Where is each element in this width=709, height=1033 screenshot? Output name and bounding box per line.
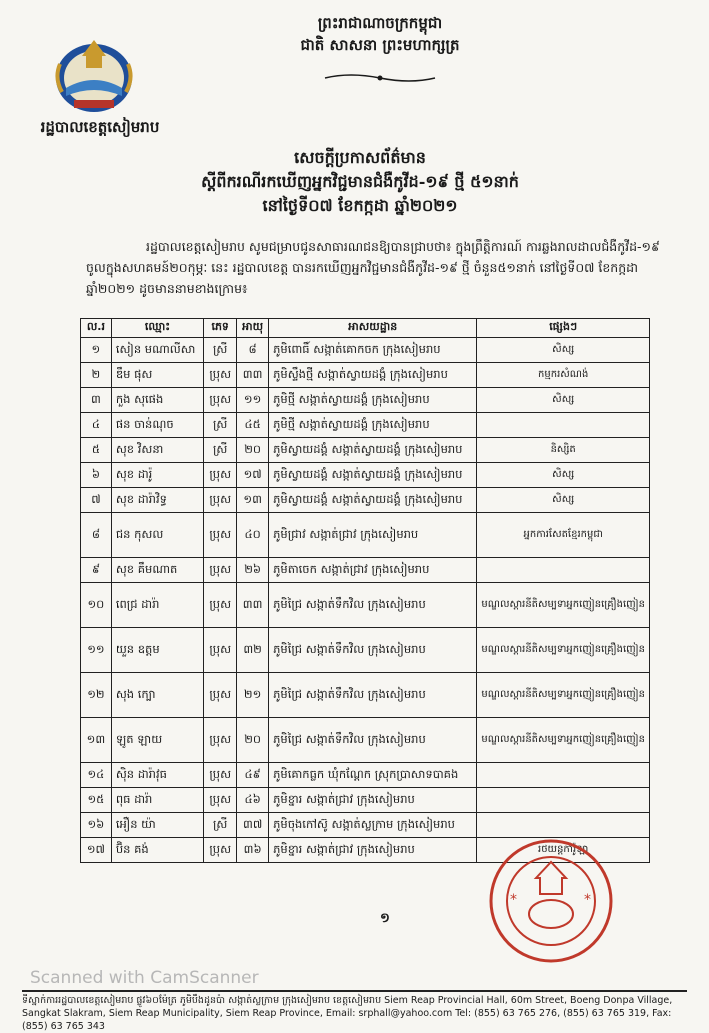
row-sex: ប្រុស [204,718,237,763]
row-age: ២១ [237,673,269,718]
row-sex: ស្រី [204,813,237,838]
row-age: ២០ [237,718,269,763]
national-motto: ជាតិ សាសនា ព្រះមហាក្សត្រ [300,36,460,54]
row-other: សិស្ស [477,338,650,363]
row-name: សៀន មណាលីសា [111,338,203,363]
row-address: ភូមិជ្រៃ សង្កាត់ទឹកវិល ក្រុងសៀមរាប [269,718,477,763]
row-address: ភូមិថ្មី សង្កាត់ស្វាយដង្គំ ក្រុងសៀមរាប [269,388,477,413]
row-age: ២៦ [237,558,269,583]
row-other: មណ្ឌលស្តារនីតិសម្បទាអ្នកញៀនគ្រឿងញៀន [477,718,650,763]
row-number: ១២ [81,673,112,718]
row-age: ១៧ [237,463,269,488]
row-age: ២០ [237,438,269,463]
header-address: អាសយដ្ឋាន [269,319,477,338]
row-address: ភូមិខ្នារ សង្កាត់ជ្រាវ ក្រុងសៀមរាប [269,838,477,863]
row-number: ១៤ [81,763,112,788]
row-address: ភូមិថ្មី សង្កាត់ស្វាយដង្គំ ក្រុងសៀមរាប [269,413,477,438]
row-name: ជន កុសល [111,513,203,558]
table-row [81,463,650,488]
table-row [81,413,650,438]
row-other: រថយន្តកាំរ៉ូឡា [477,838,650,863]
row-address: ភូមិគោកធ្លក ឃុំកណ្តែក ស្រុកប្រាសាទបាគង [269,763,477,788]
row-address: ភូមិពោធិ៍ សង្កាត់គោកចក ក្រុងសៀមរាប [269,338,477,363]
header-name: ឈ្មោះ [111,319,203,338]
row-other: មណ្ឌលស្តារនីតិសម្បទាអ្នកញៀនគ្រឿងញៀន [477,673,650,718]
footer-address: ទីស្នាក់ការរដ្ឋបាលខេត្តសៀមរាប ផ្លូវ៦០ម៉ែត្រ ភូមិបឹងដូនប៉ា សង្កាត់ស្លក្រាម ក្រុងសៀមរាប ខេត្តសៀមរាប Siem Reap Provincial Hall, 60m Street, Boeng Donpa Village, Sangkat Slakram, Siem Reap Municipality, Siem Reap Province, Email: srphall@yahoo.com Tel: (855) 63 765 276, (855) 63 765 319, Fax: (855) 63 765 343 [22,990,687,1033]
cases-table [80,318,650,863]
row-age: ៤៩ [237,763,269,788]
table-body [81,338,650,863]
row-sex: ប្រុស [204,388,237,413]
row-sex: ប្រុស [204,363,237,388]
organization-name: រដ្ឋបាលខេត្តសៀមរាប [40,118,160,136]
row-age: ១៣ [237,488,269,513]
table-row [81,513,650,558]
table-row [81,788,650,813]
title-line-1: សេចក្តីប្រកាសព័ត៌មាន [294,148,426,167]
header-ornament [320,72,440,84]
table-row [81,718,650,763]
row-address: ភូមិជ្រាវ សង្កាត់ជ្រាវ ក្រុងសៀមរាប [269,513,477,558]
table-row [81,338,650,363]
table-row [81,388,650,413]
row-age: ១១ [237,388,269,413]
row-age: ៤៥ [237,413,269,438]
row-other: កម្មករសំណង់ [477,363,650,388]
table-row [81,763,650,788]
row-sex: ស្រី [204,413,237,438]
row-age: ៣៦ [237,838,269,863]
row-other: សិស្ស [477,388,650,413]
row-name: អឿន យ៉ា [111,813,203,838]
row-sex: ប្រុស [204,488,237,513]
header-other: ផ្សេងៗ [477,319,650,338]
row-sex: ស្រី [204,438,237,463]
row-address: ភូមិស្វាយដង្គំ សង្កាត់ស្វាយដង្គំ ក្រុងសៀមរាប [269,438,477,463]
row-number: ១៣ [81,718,112,763]
row-sex: ប្រុស [204,558,237,583]
row-sex: ប្រុស [204,788,237,813]
row-number: ១៥ [81,788,112,813]
row-name: សុខ ដារ៉ូ [111,463,203,488]
row-address: ភូមិជ្រៃ សង្កាត់ទឹកវិល ក្រុងសៀមរាប [269,583,477,628]
row-other [477,413,650,438]
row-name: សុខ ដារ៉ាវិទ្ធ [111,488,203,513]
kingdom-header [200,12,560,56]
page-number: ១ [380,911,390,926]
row-name: ពេជ្រ ដារ៉ា [111,583,203,628]
row-age: ៣២ [237,628,269,673]
row-sex: ស្រី [204,338,237,363]
row-number: ១០ [81,583,112,628]
row-number: ១១ [81,628,112,673]
row-name: សុខ គឹមណាត [111,558,203,583]
row-address: ភូមិជ្រៃ សង្កាត់ទឹកវិល ក្រុងសៀមរាប [269,673,477,718]
row-other [477,763,650,788]
row-age: ៣៧ [237,813,269,838]
row-other: មណ្ឌលស្តារនីតិសម្បទាអ្នកញៀនគ្រឿងញៀន [477,628,650,673]
row-address: ភូមិស្វាយដង្គំ សង្កាត់ស្វាយដង្គំ ក្រុងសៀមរាប [269,488,477,513]
row-age: ៨ [237,338,269,363]
header-age: អាយុ [237,319,269,338]
row-number: ៥ [81,438,112,463]
row-sex: ប្រុស [204,628,237,673]
row-name: ឡូត ឡាយ [111,718,203,763]
row-other: មណ្ឌលស្តារនីតិសម្បទាអ្នកញៀនគ្រឿងញៀន [477,583,650,628]
row-age: ៣៣ [237,583,269,628]
row-name: ពុធ ដារ៉ា [111,788,203,813]
header-sex: ភេទ [204,319,237,338]
intro-paragraph: រដ្ឋបាលខេត្តសៀមរាប សូមជម្រាបជូនសាធារណជនឱ្យបានជ្រាបថា៖ ក្នុងព្រឹត្តិការណ៍ ការឆ្លងរាលដាលជំងឺកូវីដ-១៩ ចូលក្នុងសហគមន៍២០កុម្ភៈ នេះ រដ្ឋបាលខេត្ត បានរកឃើញអ្នកវិជ្ជមានជំងឺកូវីដ-១៩ ថ្មី ចំនួន៥១នាក់ នៅថ្ងៃទី០៧ ខែកក្កដា ឆ្នាំ២០២១ ដូចមាននាមខាងក្រោម៖ [86,239,660,296]
scanner-watermark: Scanned with CamScanner [30,968,259,988]
row-age: ៤០ [237,513,269,558]
kingdom-title: ព្រះរាជាណាចក្រកម្ពុជា [317,14,443,32]
row-other: សិស្ស [477,488,650,513]
table-row [81,558,650,583]
table-row [81,488,650,513]
row-other [477,788,650,813]
row-name: កួង សុផេង [111,388,203,413]
row-address: ភូមិខ្នារ សង្កាត់ជ្រាវ ក្រុងសៀមរាប [269,788,477,813]
row-other [477,813,650,838]
row-sex: ប្រុស [204,513,237,558]
row-sex: ប្រុស [204,463,237,488]
row-sex: ប្រុស [204,583,237,628]
row-name: សុខ វិសនា [111,438,203,463]
row-sex: ប្រុស [204,838,237,863]
table-header-row [81,319,650,338]
table-row [81,363,650,388]
title-line-2: ស្តីពីករណីរកឃើញអ្នកវិជ្ជមានជំងឺកូវីដ-១៩ ថ្មី ៥១នាក់ [201,172,519,191]
header-no: ល.រ [81,319,112,338]
row-address: ភូមិតាចេក សង្កាត់ជ្រាវ ក្រុងសៀមរាប [269,558,477,583]
row-number: ១៦ [81,813,112,838]
announcement-title [110,146,610,218]
row-name: ស៊ិន ដារ៉ាវុធ [111,763,203,788]
row-number: ៦ [81,463,112,488]
table-row [81,628,650,673]
row-sex: ប្រុស [204,673,237,718]
title-line-3: នៅថ្ងៃទី០៧ ខែកក្កដា ឆ្នាំ២០២១ [262,196,458,215]
row-name: ឌឹម ផុស [111,363,203,388]
table-row [81,813,650,838]
table-row [81,438,650,463]
row-address: ភូមិស្ទឹងថ្មី សង្កាត់ស្វាយដង្គំ ក្រុងសៀមរាប [269,363,477,388]
table-row [81,673,650,718]
row-name: យួន ឧត្តម [111,628,203,673]
row-number: ៩ [81,558,112,583]
row-address: ភូមិចុងកៅស៊ូ សង្កាត់ស្លក្រាម ក្រុងសៀមរាប [269,813,477,838]
table-row [81,583,650,628]
row-address: ភូមិជ្រៃ សង្កាត់ទឹកវិល ក្រុងសៀមរាប [269,628,477,673]
svg-text:*: * [510,892,517,908]
row-number: ២ [81,363,112,388]
provincial-emblem-logo [52,34,136,116]
row-other: សិស្ស [477,463,650,488]
row-other [477,558,650,583]
svg-text:*: * [584,892,591,908]
row-other: អ្នកការសែតខ្មែរកម្ពុជា [477,513,650,558]
row-other: និស្សិត [477,438,650,463]
row-name: សុង ក្បោ [111,673,203,718]
row-number: ១៧ [81,838,112,863]
row-number: ៣ [81,388,112,413]
row-age: ៣៣ [237,363,269,388]
row-age: ៤៦ [237,788,269,813]
row-sex: ប្រុស [204,763,237,788]
row-number: ៤ [81,413,112,438]
row-number: ៧ [81,488,112,513]
row-name: ប៊ិន គង់ [111,838,203,863]
official-seal-stamp [488,838,614,964]
row-number: ១ [81,338,112,363]
row-address: ភូមិស្វាយដង្គំ សង្កាត់ស្វាយដង្គំ ក្រុងសៀមរាប [269,463,477,488]
row-number: ៨ [81,513,112,558]
row-name: ផន ចាន់ណុច [111,413,203,438]
